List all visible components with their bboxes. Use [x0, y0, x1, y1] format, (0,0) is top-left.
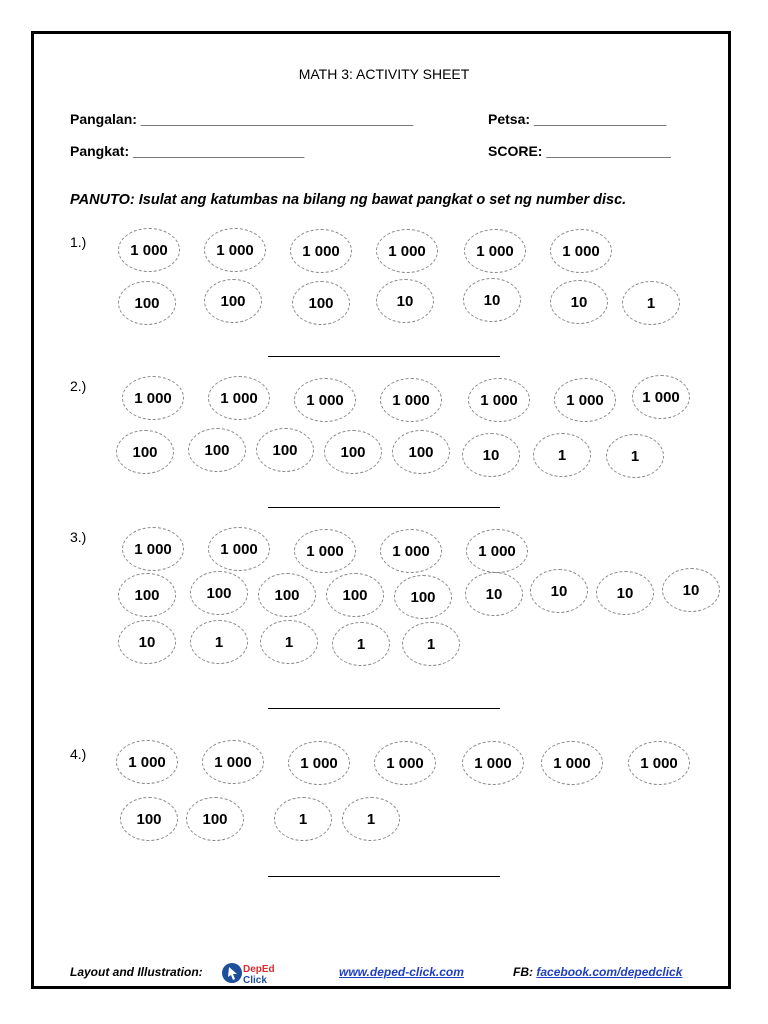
number-disc: 10 — [463, 278, 521, 322]
number-disc: 1 000 — [541, 741, 603, 785]
website-link[interactable]: www.deped-click.com — [339, 965, 464, 979]
page-title: MATH 3: ACTIVITY SHEET — [298, 66, 470, 82]
number-disc: 100 — [118, 573, 176, 617]
number-disc: 1 000 — [376, 229, 438, 273]
number-disc: 100 — [120, 797, 178, 841]
instructions: PANUTO: Isulat ang katumbas na bilang ng bawat pangkat o set ng number disc. — [70, 192, 627, 208]
number-disc: 1 000 — [294, 529, 356, 573]
number-disc: 1 — [260, 620, 318, 664]
number-disc: 100 — [256, 428, 314, 472]
page-border — [31, 31, 731, 989]
number-disc: 1 000 — [202, 740, 264, 784]
number-disc: 1 — [533, 433, 591, 477]
number-disc: 1 000 — [550, 229, 612, 273]
number-disc: 1 000 — [122, 527, 184, 571]
number-disc: 1 — [622, 281, 680, 325]
number-disc: 1 000 — [208, 527, 270, 571]
number-disc: 10 — [596, 571, 654, 615]
number-disc: 10 — [118, 620, 176, 664]
name-field: Pangalan: ___________________________________ — [70, 111, 414, 127]
problem-2-label: 2.) — [70, 378, 87, 394]
number-disc: 100 — [190, 571, 248, 615]
answer-line-1 — [268, 356, 500, 357]
number-disc: 10 — [376, 279, 434, 323]
number-disc: 1 000 — [462, 741, 524, 785]
number-disc: 100 — [394, 575, 452, 619]
number-disc: 100 — [116, 430, 174, 474]
facebook-link[interactable]: facebook.com/depedclick — [536, 965, 683, 979]
number-disc: 1 000 — [380, 529, 442, 573]
number-disc: 1 000 — [290, 229, 352, 273]
answer-line-3 — [268, 708, 500, 709]
number-disc: 1 000 — [628, 741, 690, 785]
number-disc: 100 — [186, 797, 244, 841]
number-disc: 1 000 — [204, 228, 266, 272]
number-disc: 10 — [550, 280, 608, 324]
number-disc: 10 — [465, 572, 523, 616]
problem-4-label: 4.) — [70, 746, 87, 762]
number-disc: 1 000 — [632, 375, 690, 419]
score-field: SCORE: ________________ — [488, 143, 671, 159]
number-disc: 1 000 — [466, 529, 528, 573]
number-disc: 1 000 — [374, 741, 436, 785]
number-disc: 100 — [204, 279, 262, 323]
svg-text:Click: Click — [243, 975, 267, 986]
fb-label: FB: — [513, 965, 533, 979]
number-disc: 1 000 — [288, 741, 350, 785]
number-disc: 1 000 — [464, 229, 526, 273]
number-disc: 10 — [662, 568, 720, 612]
group-field: Pangkat: ______________________ — [70, 143, 305, 159]
number-disc: 1 000 — [554, 378, 616, 422]
svg-text:DepEd: DepEd — [243, 964, 275, 975]
answer-line-2 — [268, 507, 500, 508]
number-disc: 1 — [402, 622, 460, 666]
date-field: Petsa: _________________ — [488, 111, 667, 127]
number-disc: 1 000 — [380, 378, 442, 422]
fb-link-group — [513, 965, 682, 979]
number-disc: 1 — [606, 434, 664, 478]
footer-credit: Layout and Illustration: — [70, 965, 203, 979]
number-disc: 1 — [274, 797, 332, 841]
number-disc: 100 — [292, 281, 350, 325]
number-disc: 100 — [118, 281, 176, 325]
problem-3-label: 3.) — [70, 529, 87, 545]
number-disc: 1 — [332, 622, 390, 666]
number-disc: 100 — [326, 573, 384, 617]
number-disc: 1 — [190, 620, 248, 664]
number-disc: 100 — [188, 428, 246, 472]
number-disc: 1 000 — [118, 228, 180, 272]
deped-click-logo — [221, 960, 277, 986]
number-disc: 1 — [342, 797, 400, 841]
number-disc: 1 000 — [468, 378, 530, 422]
number-disc: 10 — [462, 433, 520, 477]
number-disc: 1 000 — [122, 376, 184, 420]
number-disc: 10 — [530, 569, 588, 613]
number-disc: 100 — [258, 573, 316, 617]
number-disc: 100 — [392, 430, 450, 474]
answer-line-4 — [268, 876, 500, 877]
number-disc: 1 000 — [208, 376, 270, 420]
number-disc: 1 000 — [116, 740, 178, 784]
problem-1-label: 1.) — [70, 234, 87, 250]
number-disc: 100 — [324, 430, 382, 474]
number-disc: 1 000 — [294, 378, 356, 422]
